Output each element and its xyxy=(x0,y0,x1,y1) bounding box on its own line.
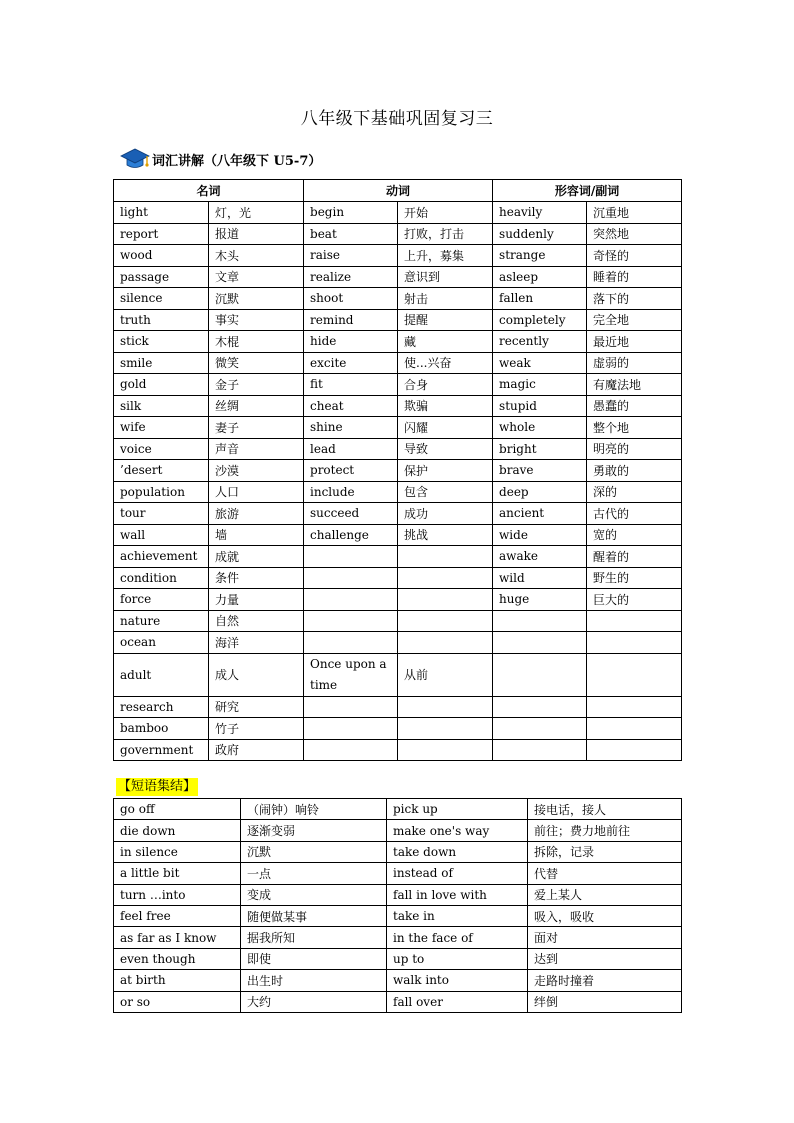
table-row xyxy=(114,589,682,611)
chinese-meaning-cell: 挑战 xyxy=(398,524,493,546)
chinese-meaning-cell: 古代的 xyxy=(587,503,682,525)
chinese-meaning-cell: 意识到 xyxy=(398,266,493,288)
chinese-meaning-cell xyxy=(398,696,493,718)
english-word-cell xyxy=(493,653,587,696)
table-row xyxy=(114,905,682,926)
english-word-cell: fit xyxy=(304,374,398,396)
table-row xyxy=(114,863,682,884)
english-word-cell: ’desert xyxy=(114,460,209,482)
english-word-cell: silk xyxy=(114,395,209,417)
chinese-meaning-cell xyxy=(587,718,682,740)
english-word-cell: force xyxy=(114,589,209,611)
chinese-meaning-cell: 开始 xyxy=(398,202,493,224)
chinese-meaning-cell: 巨大的 xyxy=(587,589,682,611)
chinese-meaning-cell: 最近地 xyxy=(587,331,682,353)
english-phrase-cell: in the face of xyxy=(387,927,528,948)
table-row xyxy=(114,799,682,820)
chinese-meaning-cell: 虚弱的 xyxy=(587,352,682,374)
english-word-cell: asleep xyxy=(493,266,587,288)
chinese-meaning-cell: 成人 xyxy=(209,653,304,696)
section-heading-phrases: 【短语集结】 xyxy=(118,779,197,794)
chinese-meaning-cell xyxy=(398,589,493,611)
table-row xyxy=(114,841,682,862)
english-phrase-cell: pick up xyxy=(387,799,528,820)
english-word-cell: brave xyxy=(493,460,587,482)
english-word-cell: voice xyxy=(114,438,209,460)
english-word-cell: whole xyxy=(493,417,587,439)
english-word-cell: hide xyxy=(304,331,398,353)
table-row xyxy=(114,653,682,696)
english-word-cell: stupid xyxy=(493,395,587,417)
table-row xyxy=(114,546,682,568)
chinese-meaning-cell: 沉重地 xyxy=(587,202,682,224)
table-row xyxy=(114,266,682,288)
english-word-cell xyxy=(493,696,587,718)
english-word-cell: huge xyxy=(493,589,587,611)
english-phrase-cell: make one's way xyxy=(387,820,528,841)
english-word-cell: weak xyxy=(493,352,587,374)
english-word-cell: beat xyxy=(304,223,398,245)
english-word-cell: silence xyxy=(114,288,209,310)
chinese-meaning-cell: 变成 xyxy=(241,884,387,905)
english-phrase-cell: feel free xyxy=(114,905,241,926)
english-word-cell: awake xyxy=(493,546,587,568)
chinese-meaning-cell: 海洋 xyxy=(209,632,304,654)
table-row xyxy=(114,610,682,632)
table-row xyxy=(114,481,682,503)
chinese-meaning-cell: 事实 xyxy=(209,309,304,331)
english-word-cell: fallen xyxy=(493,288,587,310)
chinese-meaning-cell: 明亮的 xyxy=(587,438,682,460)
english-word-cell: shoot xyxy=(304,288,398,310)
english-word-cell: bamboo xyxy=(114,718,209,740)
english-word-cell: government xyxy=(114,739,209,761)
chinese-meaning-cell: 使...兴奋 xyxy=(398,352,493,374)
english-word-cell: research xyxy=(114,696,209,718)
chinese-meaning-cell: 微笑 xyxy=(209,352,304,374)
chinese-meaning-cell: 整个地 xyxy=(587,417,682,439)
chinese-meaning-cell: 从前 xyxy=(398,653,493,696)
chinese-meaning-cell: 面对 xyxy=(528,927,682,948)
english-word-cell: succeed xyxy=(304,503,398,525)
chinese-meaning-cell: 随便做某事 xyxy=(241,905,387,926)
table-row xyxy=(114,374,682,396)
table-row xyxy=(114,331,682,353)
chinese-meaning-cell xyxy=(587,696,682,718)
chinese-meaning-cell xyxy=(398,739,493,761)
table-row xyxy=(114,820,682,841)
table-row xyxy=(114,202,682,224)
english-word-cell: wife xyxy=(114,417,209,439)
english-word-cell: condition xyxy=(114,567,209,589)
english-phrase-cell: go off xyxy=(114,799,241,820)
chinese-meaning-cell: 前往；费力地前往 xyxy=(528,820,682,841)
english-word-cell: tour xyxy=(114,503,209,525)
chinese-meaning-cell: 落下的 xyxy=(587,288,682,310)
chinese-meaning-cell: 愚蠢的 xyxy=(587,395,682,417)
english-phrase-cell: take down xyxy=(387,841,528,862)
english-word-cell: wood xyxy=(114,245,209,267)
table-row xyxy=(114,309,682,331)
chinese-meaning-cell: 提醒 xyxy=(398,309,493,331)
english-word-cell: report xyxy=(114,223,209,245)
chinese-meaning-cell: 包含 xyxy=(398,481,493,503)
chinese-meaning-cell: 野生的 xyxy=(587,567,682,589)
chinese-meaning-cell: 沉默 xyxy=(209,288,304,310)
chinese-meaning-cell: 走路时撞着 xyxy=(528,970,682,991)
english-word-cell: population xyxy=(114,481,209,503)
english-word-cell xyxy=(493,739,587,761)
chinese-meaning-cell: 研究 xyxy=(209,696,304,718)
table-row xyxy=(114,395,682,417)
english-word-cell: suddenly xyxy=(493,223,587,245)
english-word-cell: achievement xyxy=(114,546,209,568)
english-word-cell xyxy=(493,718,587,740)
chinese-meaning-cell: 成就 xyxy=(209,546,304,568)
chinese-meaning-cell: 宽的 xyxy=(587,524,682,546)
chinese-meaning-cell xyxy=(587,653,682,696)
table-row xyxy=(114,245,682,267)
chinese-meaning-cell: 勇敢的 xyxy=(587,460,682,482)
chinese-meaning-cell: 有魔法地 xyxy=(587,374,682,396)
header-verbs: 动词 xyxy=(304,180,493,202)
chinese-meaning-cell: 藏 xyxy=(398,331,493,353)
header-adjectives-adverbs: 形容词/副词 xyxy=(493,180,682,202)
chinese-meaning-cell: 大约 xyxy=(241,991,387,1012)
chinese-meaning-cell: 保护 xyxy=(398,460,493,482)
english-word-cell: ancient xyxy=(493,503,587,525)
english-word-cell xyxy=(304,567,398,589)
english-word-cell: realize xyxy=(304,266,398,288)
table-row xyxy=(114,970,682,991)
chinese-meaning-cell: 条件 xyxy=(209,567,304,589)
chinese-meaning-cell: 政府 xyxy=(209,739,304,761)
english-word-cell: excite xyxy=(304,352,398,374)
chinese-meaning-cell: 即使 xyxy=(241,948,387,969)
chinese-meaning-cell: 旅游 xyxy=(209,503,304,525)
chinese-meaning-cell xyxy=(398,567,493,589)
english-word-cell: bright xyxy=(493,438,587,460)
chinese-meaning-cell: 文章 xyxy=(209,266,304,288)
vocabulary-table xyxy=(113,179,682,761)
chinese-meaning-cell: 力量 xyxy=(209,589,304,611)
english-word-cell: remind xyxy=(304,309,398,331)
page-title: 八年级下基础巩固复习三 xyxy=(300,109,494,129)
english-word-cell xyxy=(304,696,398,718)
english-word-cell: Once upon a time xyxy=(304,653,398,696)
chinese-meaning-cell: 金子 xyxy=(209,374,304,396)
english-word-cell: stick xyxy=(114,331,209,353)
english-word-cell: magic xyxy=(493,374,587,396)
english-word-cell xyxy=(304,739,398,761)
section-label: 词汇讲解 xyxy=(152,153,205,169)
table-row xyxy=(114,632,682,654)
english-phrase-cell: die down xyxy=(114,820,241,841)
chinese-meaning-cell: 合身 xyxy=(398,374,493,396)
chinese-meaning-cell: 木头 xyxy=(209,245,304,267)
chinese-meaning-cell: 睡着的 xyxy=(587,266,682,288)
chinese-meaning-cell: 木棍 xyxy=(209,331,304,353)
english-word-cell xyxy=(304,632,398,654)
english-phrase-cell: take in xyxy=(387,905,528,926)
chinese-meaning-cell: 闪耀 xyxy=(398,417,493,439)
english-word-cell: include xyxy=(304,481,398,503)
table-row xyxy=(114,223,682,245)
english-word-cell xyxy=(304,546,398,568)
english-word-cell: lead xyxy=(304,438,398,460)
phrases-table xyxy=(113,798,682,1013)
english-word-cell xyxy=(304,718,398,740)
chinese-meaning-cell: 奇怪的 xyxy=(587,245,682,267)
chinese-meaning-cell xyxy=(398,632,493,654)
chinese-meaning-cell: 吸入，吸收 xyxy=(528,905,682,926)
english-word-cell: wall xyxy=(114,524,209,546)
english-word-cell: smile xyxy=(114,352,209,374)
chinese-meaning-cell: 墙 xyxy=(209,524,304,546)
chinese-meaning-cell: 出生时 xyxy=(241,970,387,991)
chinese-meaning-cell: 逐渐变弱 xyxy=(241,820,387,841)
english-word-cell: protect xyxy=(304,460,398,482)
english-phrase-cell: or so xyxy=(114,991,241,1012)
english-word-cell: recently xyxy=(493,331,587,353)
english-phrase-cell: up to xyxy=(387,948,528,969)
english-phrase-cell: walk into xyxy=(387,970,528,991)
english-word-cell: deep xyxy=(493,481,587,503)
chinese-meaning-cell: 沙漠 xyxy=(209,460,304,482)
chinese-meaning-cell: 人口 xyxy=(209,481,304,503)
chinese-meaning-cell: 醒着的 xyxy=(587,546,682,568)
chinese-meaning-cell: 妻子 xyxy=(209,417,304,439)
english-word-cell: passage xyxy=(114,266,209,288)
english-phrase-cell: a little bit xyxy=(114,863,241,884)
english-word-cell: begin xyxy=(304,202,398,224)
english-word-cell: cheat xyxy=(304,395,398,417)
table-row xyxy=(114,696,682,718)
chinese-meaning-cell xyxy=(398,718,493,740)
table-row xyxy=(114,739,682,761)
table-row xyxy=(114,417,682,439)
chinese-meaning-cell: 打败，打击 xyxy=(398,223,493,245)
english-word-cell: ocean xyxy=(114,632,209,654)
chinese-meaning-cell: 一点 xyxy=(241,863,387,884)
chinese-meaning-cell xyxy=(587,610,682,632)
english-word-cell: adult xyxy=(114,653,209,696)
graduation-cap-icon xyxy=(120,146,150,172)
chinese-meaning-cell xyxy=(398,610,493,632)
english-word-cell: shine xyxy=(304,417,398,439)
english-word-cell: truth xyxy=(114,309,209,331)
table-row xyxy=(114,288,682,310)
english-word-cell: wide xyxy=(493,524,587,546)
table-row xyxy=(114,352,682,374)
table-row xyxy=(114,718,682,740)
chinese-meaning-cell: 深的 xyxy=(587,481,682,503)
english-word-cell xyxy=(304,589,398,611)
chinese-meaning-cell: 声音 xyxy=(209,438,304,460)
english-phrase-cell: at birth xyxy=(114,970,241,991)
chinese-meaning-cell: 据我所知 xyxy=(241,927,387,948)
chinese-meaning-cell xyxy=(398,546,493,568)
section-heading-vocabulary xyxy=(120,144,321,174)
chinese-meaning-cell: 导致 xyxy=(398,438,493,460)
table-row xyxy=(114,567,682,589)
english-word-cell: heavily xyxy=(493,202,587,224)
english-phrase-cell: turn …into xyxy=(114,884,241,905)
english-word-cell: light xyxy=(114,202,209,224)
english-phrase-cell: as far as I know xyxy=(114,927,241,948)
table-row xyxy=(114,524,682,546)
chinese-meaning-cell: 爱上某人 xyxy=(528,884,682,905)
english-phrase-cell: fall over xyxy=(387,991,528,1012)
table-row xyxy=(114,438,682,460)
chinese-meaning-cell: 成功 xyxy=(398,503,493,525)
chinese-meaning-cell: 报道 xyxy=(209,223,304,245)
chinese-meaning-cell: 竹子 xyxy=(209,718,304,740)
chinese-meaning-cell: 突然地 xyxy=(587,223,682,245)
table-row xyxy=(114,503,682,525)
chinese-meaning-cell: 绊倒 xyxy=(528,991,682,1012)
english-word-cell: wild xyxy=(493,567,587,589)
english-word-cell xyxy=(493,632,587,654)
chinese-meaning-cell: 完全地 xyxy=(587,309,682,331)
table-row xyxy=(114,948,682,969)
english-phrase-cell: in silence xyxy=(114,841,241,862)
english-word-cell: gold xyxy=(114,374,209,396)
chinese-meaning-cell: 代替 xyxy=(528,863,682,884)
english-word-cell xyxy=(493,610,587,632)
header-nouns: 名词 xyxy=(114,180,304,202)
chinese-meaning-cell: 射击 xyxy=(398,288,493,310)
table-row xyxy=(114,991,682,1012)
chinese-meaning-cell: （闹钟）响铃 xyxy=(241,799,387,820)
chinese-meaning-cell: 自然 xyxy=(209,610,304,632)
chinese-meaning-cell: 接电话，接人 xyxy=(528,799,682,820)
chinese-meaning-cell: 丝绸 xyxy=(209,395,304,417)
table-row xyxy=(114,460,682,482)
english-word-cell: challenge xyxy=(304,524,398,546)
english-phrase-cell: even though xyxy=(114,948,241,969)
english-word-cell: raise xyxy=(304,245,398,267)
english-word-cell xyxy=(304,610,398,632)
chinese-meaning-cell: 拆除，记录 xyxy=(528,841,682,862)
chinese-meaning-cell: 上升，募集 xyxy=(398,245,493,267)
chinese-meaning-cell xyxy=(587,739,682,761)
chinese-meaning-cell: 灯，光 xyxy=(209,202,304,224)
table-row xyxy=(114,884,682,905)
english-phrase-cell: instead of xyxy=(387,863,528,884)
chinese-meaning-cell: 达到 xyxy=(528,948,682,969)
chinese-meaning-cell: 欺骗 xyxy=(398,395,493,417)
chinese-meaning-cell: 沉默 xyxy=(241,841,387,862)
english-word-cell: strange xyxy=(493,245,587,267)
english-word-cell: completely xyxy=(493,309,587,331)
table-row xyxy=(114,927,682,948)
english-phrase-cell: fall in love with xyxy=(387,884,528,905)
section-sublabel: （八年级下 U5-7） xyxy=(204,153,322,169)
english-word-cell: nature xyxy=(114,610,209,632)
chinese-meaning-cell xyxy=(587,632,682,654)
